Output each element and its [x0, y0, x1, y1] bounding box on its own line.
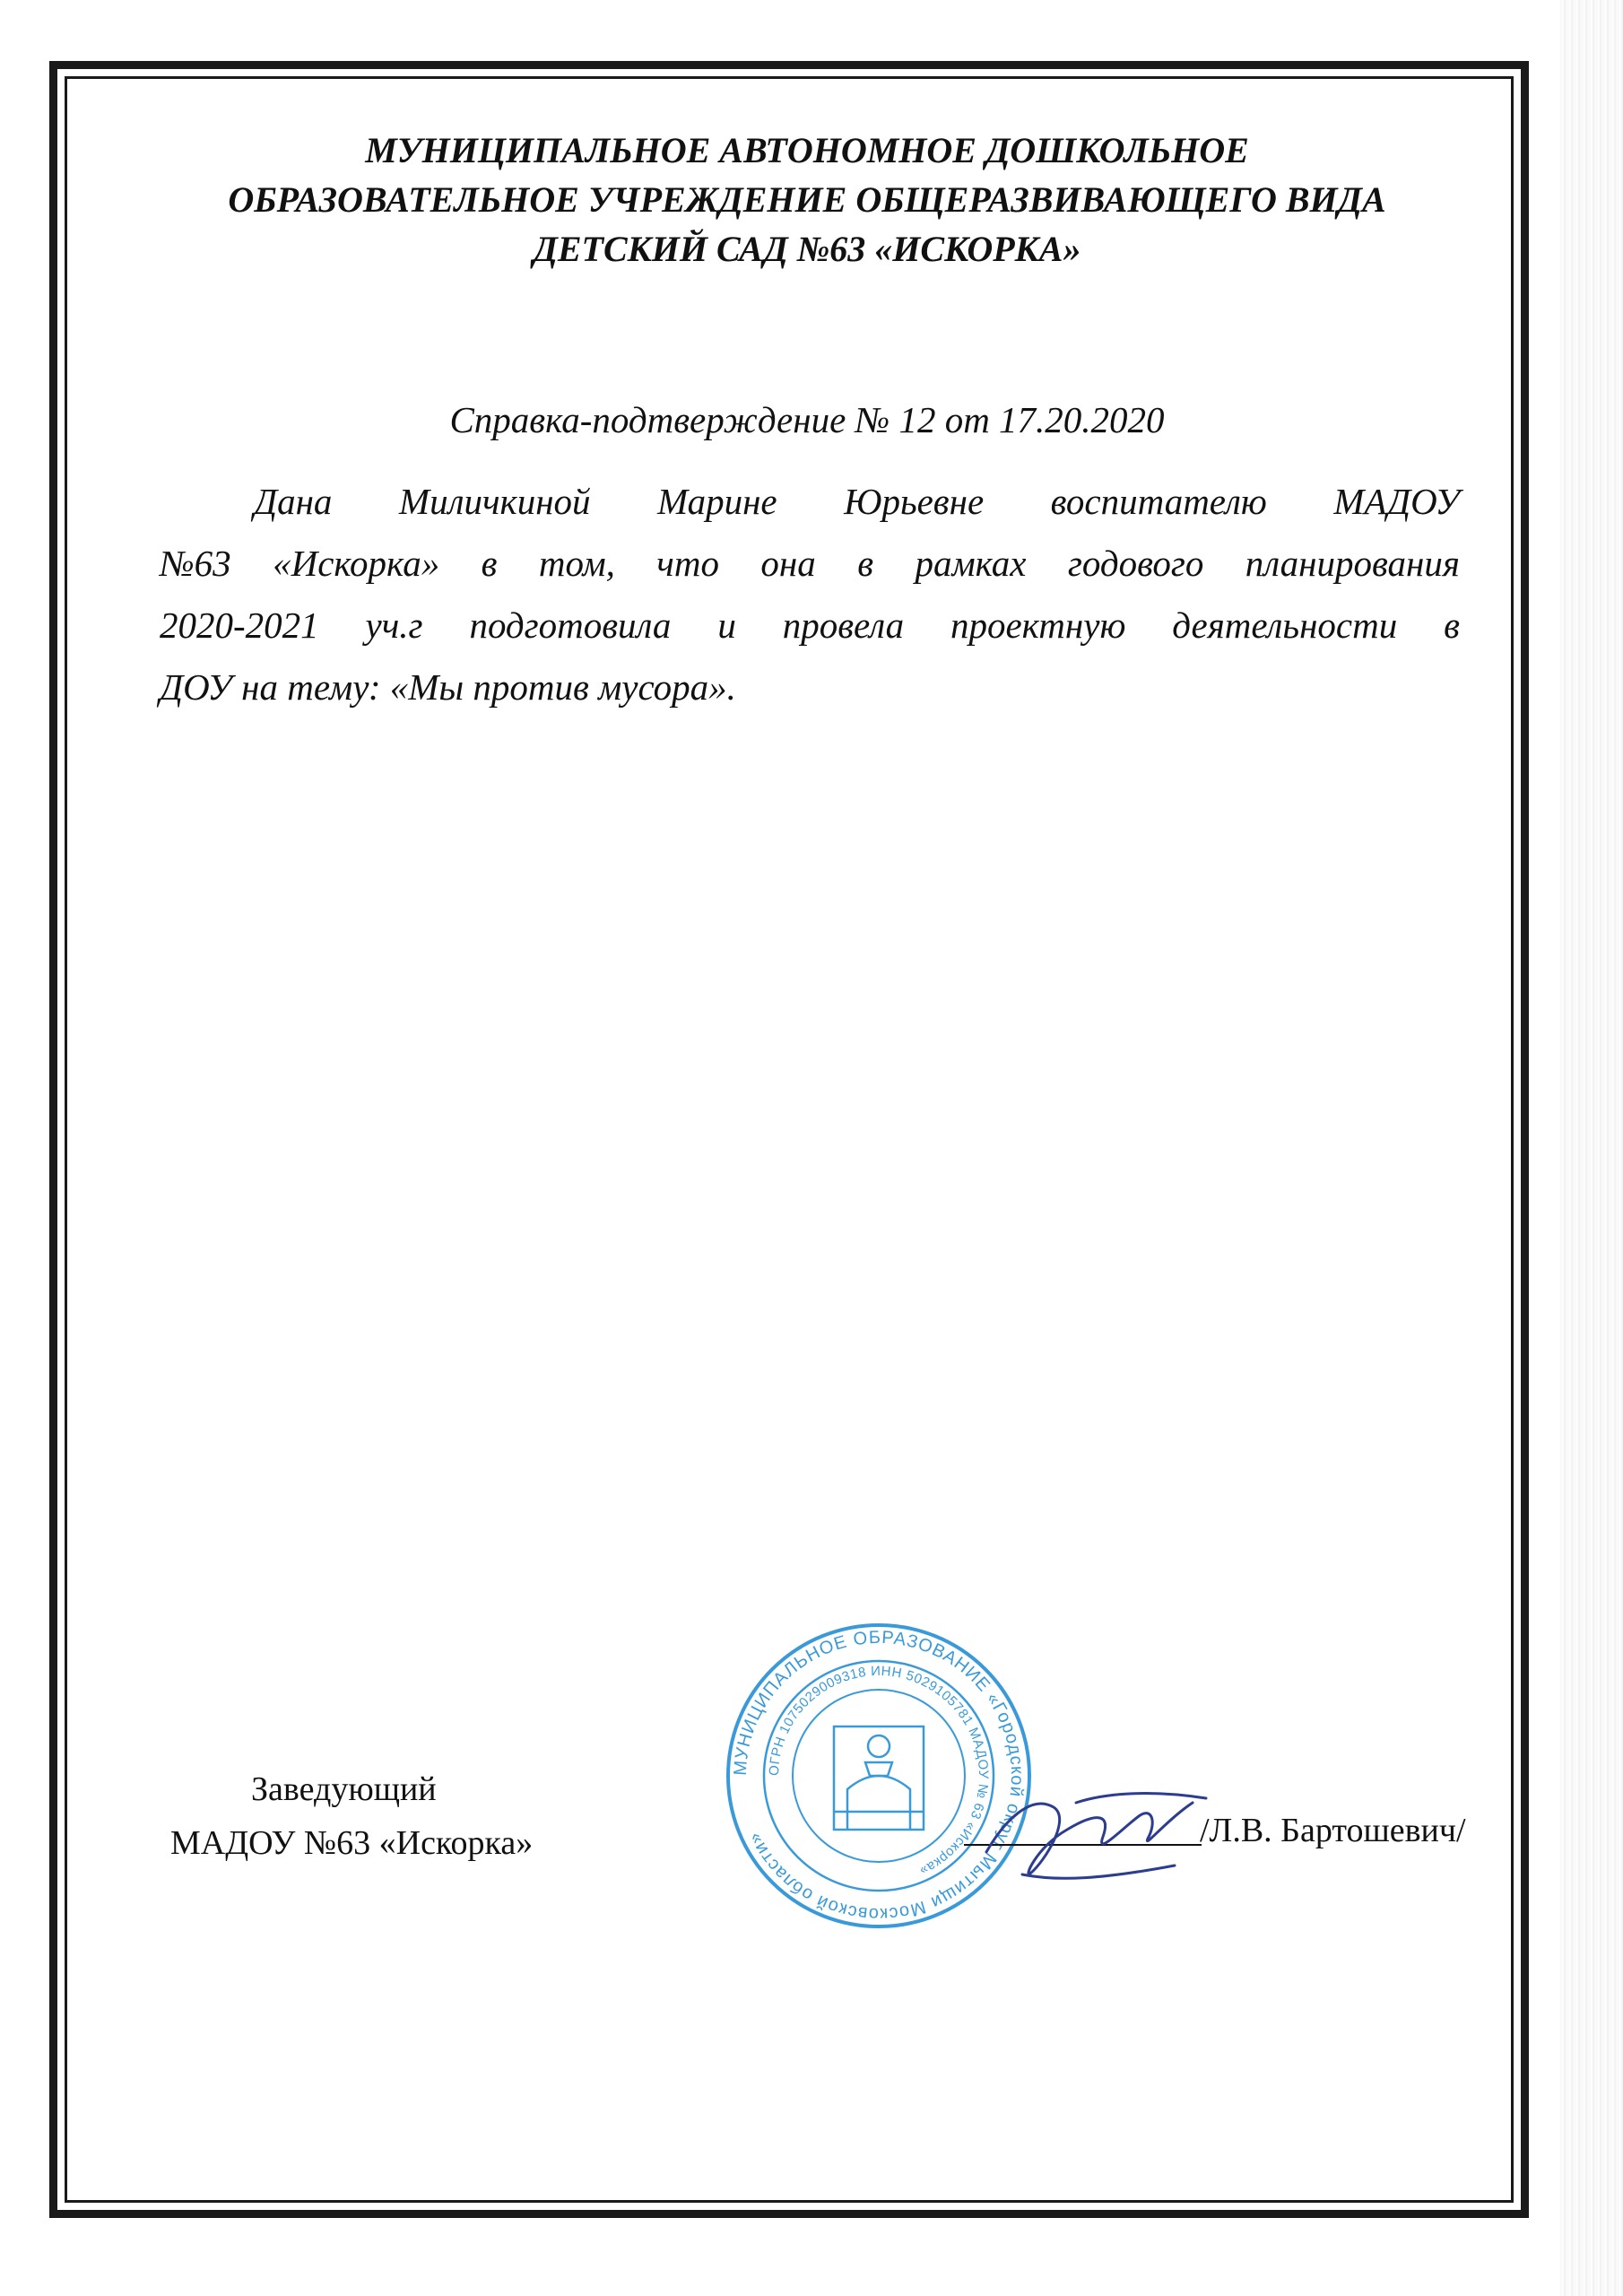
word: провела: [782, 604, 905, 646]
word: ДОУ на тему: «Мы против мусора».: [160, 666, 736, 708]
role-title: Заведующий: [251, 1770, 437, 1808]
word: годового: [1067, 543, 1204, 584]
body-line-3: [160, 595, 1460, 657]
word: в: [1444, 604, 1460, 646]
header-line-3: ДЕТСКИЙ САД №63 «ИСКОРКА»: [533, 229, 1081, 269]
header-line-1: МУНИЦИПАЛЬНОЕ АВТОНОМНОЕ ДОШКОЛЬНОЕ: [365, 130, 1249, 170]
word: Марине: [657, 481, 777, 522]
word: в: [481, 543, 498, 584]
role-organization: МАДОУ №63 «Искорка»: [170, 1824, 534, 1862]
word: уч.г: [365, 604, 423, 646]
word: проектную: [950, 604, 1126, 646]
word: она: [760, 543, 816, 584]
word: в: [857, 543, 873, 584]
handwritten-signature: [968, 1767, 1219, 1892]
word: воспитателю: [1050, 481, 1267, 522]
word: и: [717, 604, 736, 646]
word: 2020-2021: [160, 604, 319, 646]
signatory-role: [170, 1762, 637, 1870]
word: МАДОУ: [1333, 481, 1460, 522]
document-title: Справка-подтверждение № 12 от 17.20.2020: [449, 399, 1165, 440]
word: деятельности: [1172, 604, 1398, 646]
organization-header: [135, 126, 1480, 274]
word: рамках: [915, 543, 1027, 584]
document-body: [160, 471, 1460, 718]
stamp-emblem: [834, 1726, 924, 1830]
word: подготовила: [469, 604, 672, 646]
stamp-outer-text: МУНИЦИПАЛЬНОЕ ОБРАЗОВАНИЕ «Городской округ Мытищи Московской области»: [730, 1627, 1028, 1925]
body-line-2: [160, 533, 1460, 595]
word: №63: [160, 543, 231, 584]
word: Дана: [254, 481, 333, 522]
word: «Искорка»: [273, 543, 440, 584]
signer-name: /Л.В. Бартошевич/: [1200, 1812, 1466, 1849]
body-line-1: [160, 471, 1460, 533]
stamp-inner-text: ОГРН 1075029009318 ИНН 5029105781 МАДОУ № 63 «Искорка»: [766, 1663, 992, 1879]
body-line-4: [160, 657, 1460, 718]
word: том,: [538, 543, 615, 584]
scan-edge-artifact: [1560, 0, 1623, 2296]
word: Миличкиной: [398, 481, 591, 522]
word: Юрьевне: [844, 481, 985, 522]
header-line-2: ОБРАЗОВАТЕЛЬНОЕ УЧРЕЖДЕНИЕ ОБЩЕРАЗВИВАЮЩЕГО ВИДА: [228, 179, 1386, 220]
word: что: [656, 543, 719, 584]
word: планирования: [1245, 543, 1460, 584]
